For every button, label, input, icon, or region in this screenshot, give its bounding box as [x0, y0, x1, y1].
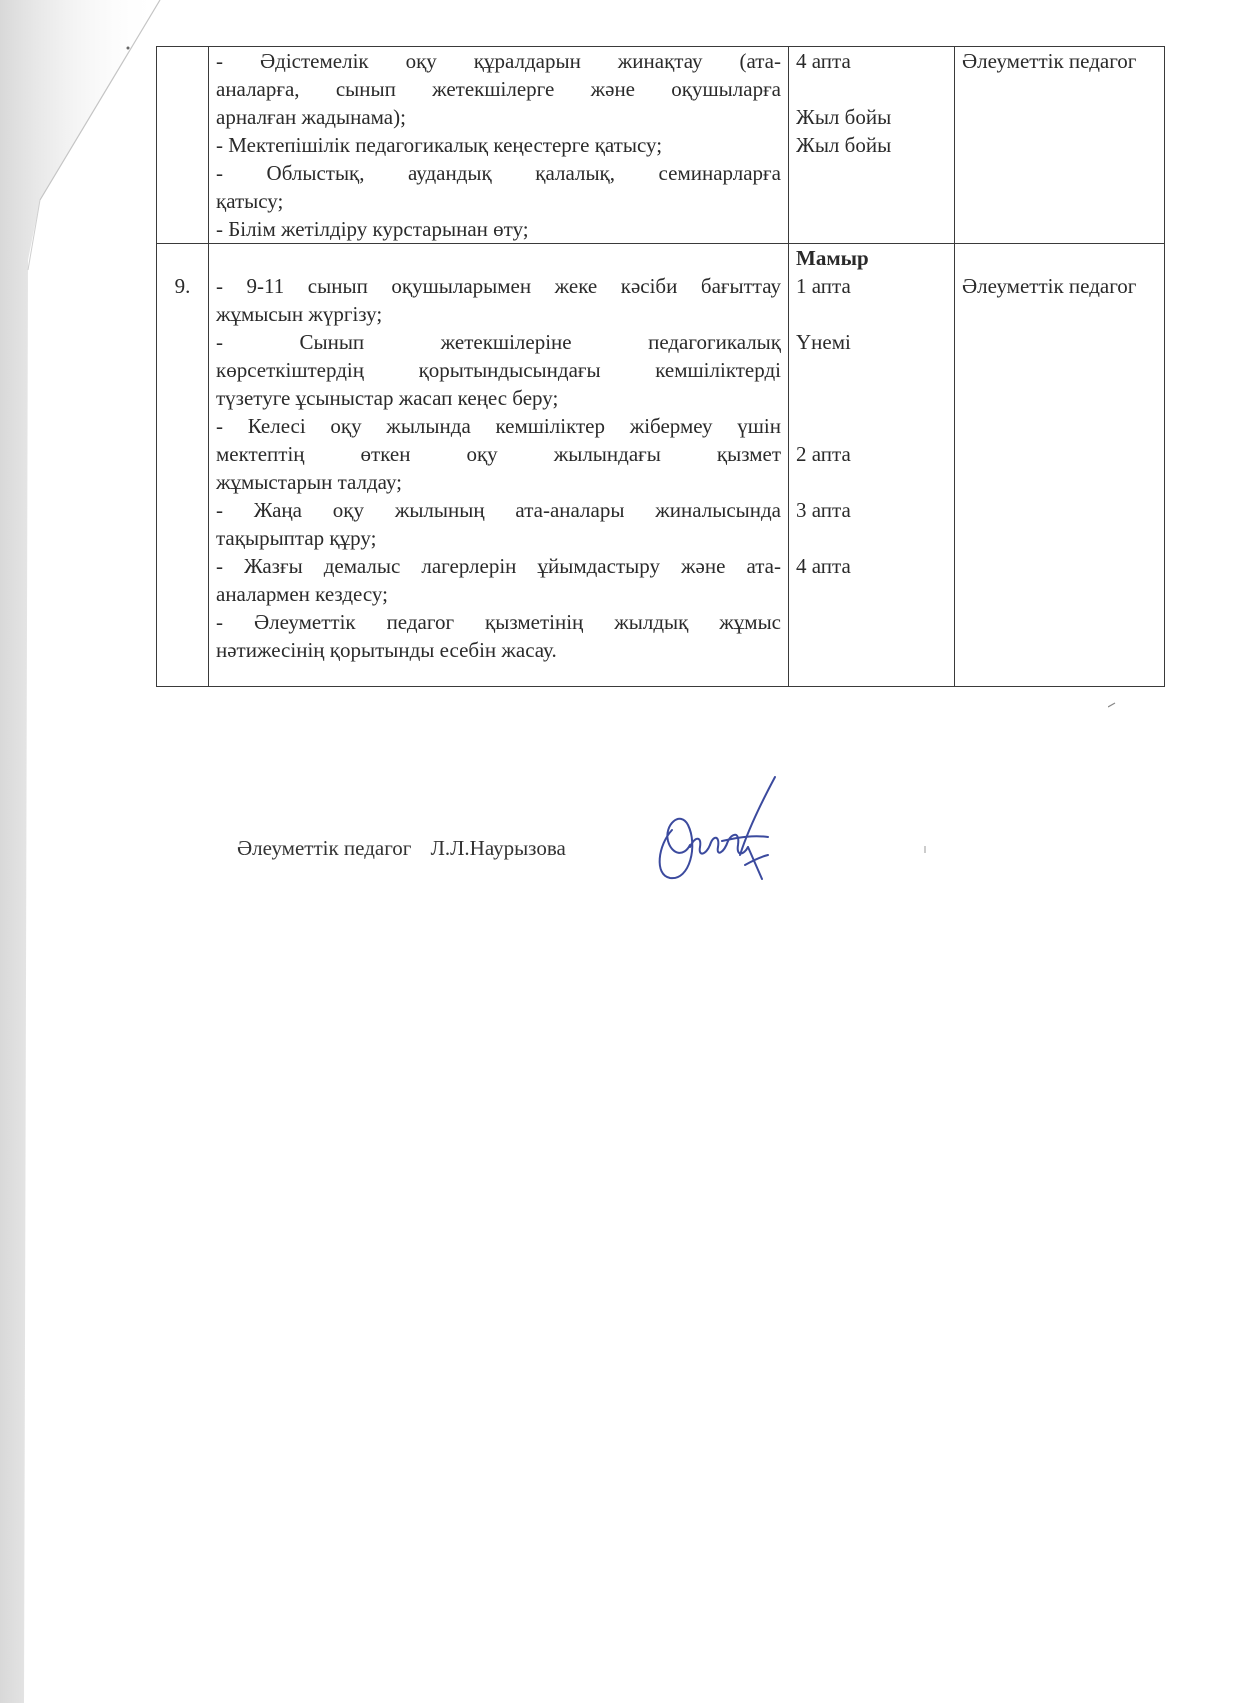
activity-line: - Облыстық, аудандық қалалық, семинарларға — [216, 161, 781, 185]
table-row — [157, 244, 1165, 687]
row-number — [157, 47, 209, 244]
timing-item: 1 апта — [796, 274, 851, 298]
handwritten-signature — [650, 775, 780, 890]
responsible-cell: Әлеуметтік педагог — [955, 244, 1165, 687]
activity-line: мектептің өткен оқу жылындағы қызмет — [216, 442, 781, 466]
timing-cell — [789, 47, 955, 244]
activity-line: нәтижесінің қорытынды есебін жасау. — [216, 638, 557, 662]
activity-line: - Мектепішілік педагогикалық кеңестерге қатысу; — [216, 133, 663, 157]
activity-line: тақырыптар құру; — [216, 526, 377, 550]
scan-speck — [1108, 702, 1116, 708]
activity-line: жұмысын жүргізу; — [216, 302, 383, 326]
activity-line: арналған жадынама); — [216, 105, 406, 129]
activity-line: - Сынып жетекшілеріне педагогикалық — [216, 330, 781, 354]
activity-line: - Келесі оқу жылында кемшіліктер жібермеу үшін — [216, 414, 781, 438]
activity-line: түзетуге ұсыныстар жасап кеңес беру; — [216, 386, 559, 410]
timing-item: Үнемі — [796, 330, 851, 354]
activity-line: аналармен кездесу; — [216, 582, 388, 606]
signer-name: Л.Л.Наурызова — [430, 836, 566, 860]
activity-line: - Әлеуметтік педагог қызметінің жылдық жұмыс — [216, 610, 781, 634]
responsible-cell: Әлеуметтік педагог — [955, 47, 1165, 244]
row-number: 9. — [157, 244, 209, 687]
activities-cell — [209, 47, 789, 244]
activities-cell — [209, 244, 789, 687]
activity-line: - Білім жетілдіру курстарынан өту; — [216, 217, 529, 241]
plan-table — [156, 46, 1165, 687]
activity-line: аналарға, сынып жетекшілерге және оқушыларға — [216, 77, 781, 101]
activity-line: - Әдістемелік оқу құралдарын жинақтау (ата- — [216, 49, 781, 73]
timing-item: Жыл бойы — [796, 105, 892, 129]
activity-line: жұмыстарын талдау; — [216, 470, 402, 494]
scan-speck — [922, 846, 928, 854]
timing-cell — [789, 244, 955, 687]
month-label: Мамыр — [796, 246, 869, 270]
timing-item: 4 апта — [796, 554, 851, 578]
scan-speck — [125, 45, 131, 51]
activity-line: - 9-11 сынып оқушыларымен жеке кәсіби бағыттау — [216, 274, 781, 298]
timing-item: 2 апта — [796, 442, 851, 466]
activity-line: қатысу; — [216, 189, 284, 213]
signature-line — [237, 836, 580, 861]
timing-item: 4 апта — [796, 49, 851, 73]
activity-line: көрсеткіштердің қорытындысындағы кемшіліктерді — [216, 358, 781, 382]
table-row — [157, 47, 1165, 244]
signer-role: Әлеуметтік педагог — [237, 836, 412, 860]
activity-line: - Жазғы демалыс лагерлерін ұйымдастыру және ата- — [216, 554, 781, 578]
timing-item: Жыл бойы — [796, 133, 892, 157]
timing-item: 3 апта — [796, 498, 851, 522]
activity-line: - Жаңа оқу жылының ата-аналары жиналысында — [216, 498, 781, 522]
